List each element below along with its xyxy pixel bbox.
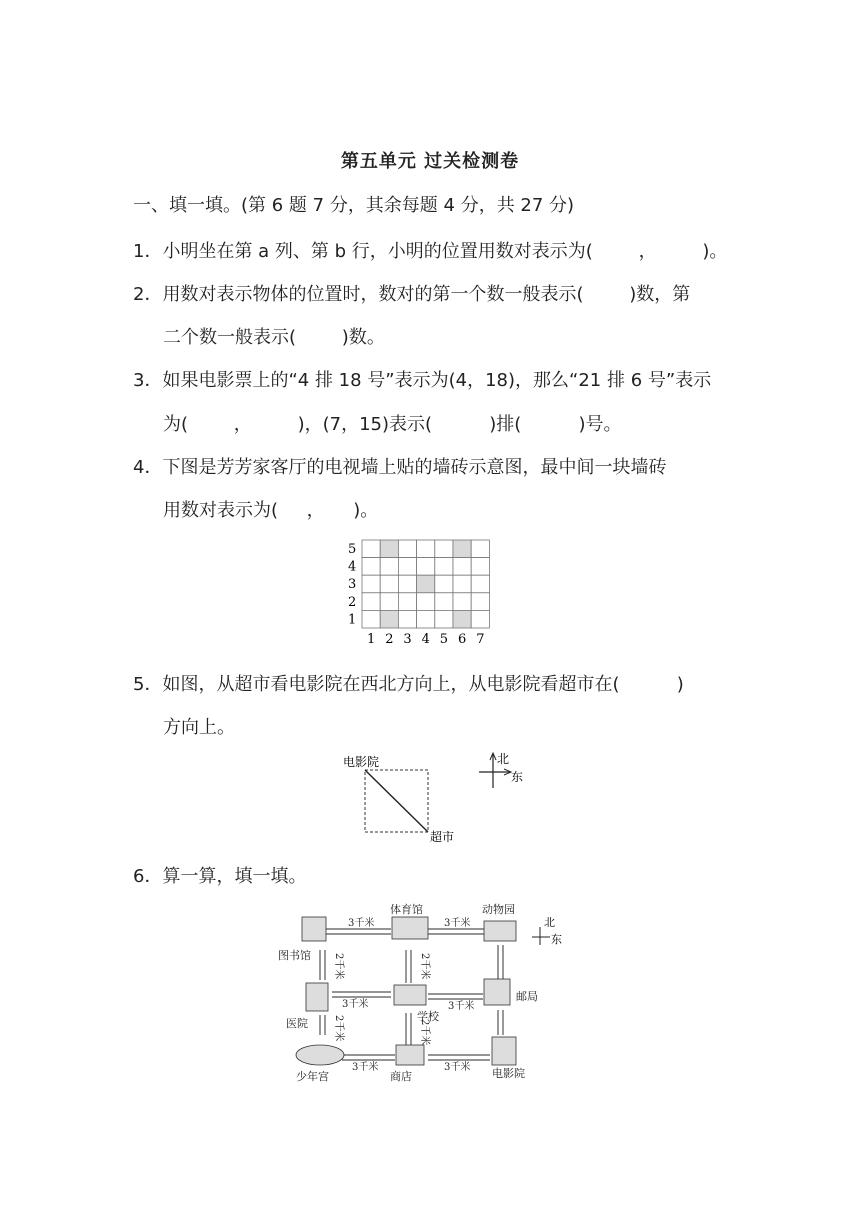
school-label: 学校 (417, 1010, 439, 1023)
post-office-label: 邮局 (516, 990, 538, 1003)
market-label: 超市 (430, 830, 455, 844)
north-label: 北 (497, 752, 510, 766)
school-icon (394, 985, 426, 1005)
grid-cell (417, 558, 435, 576)
grid-col-label: 6 (458, 632, 467, 647)
hospital-icon (306, 983, 328, 1011)
gym-icon (392, 917, 428, 939)
distance-gym-zoo: 3千米 (444, 918, 471, 929)
question-4-line-1: 4．下图是芳芳家客厅的电视墙上贴的墙砖示意图，最中间一块墙砖 (133, 457, 667, 478)
grid-cell (380, 540, 398, 558)
post-office-icon (484, 979, 510, 1005)
map-north-label: 北 (544, 916, 555, 929)
grid-cell (362, 558, 380, 576)
question-4-line-2: 用数对表示为( ， )。 (163, 500, 379, 521)
shop-icon (396, 1045, 424, 1065)
distance-library-gym: 3千米 (348, 918, 375, 929)
grid-row-labels (348, 542, 356, 627)
grid-col-label: 7 (476, 632, 485, 647)
direction-figure (335, 748, 535, 846)
grid-cell (398, 575, 416, 593)
grid-row-label: 5 (348, 542, 357, 557)
grid-row-label: 1 (348, 612, 357, 628)
distance-shop-cinema: 3千米 (444, 1062, 471, 1073)
library-label: 图书馆 (278, 949, 311, 962)
question-1: 1．小明坐在第 a 列、第 b 行，小明的位置用数对表示为( ， )。 (133, 241, 728, 262)
youth-palace-icon (296, 1045, 344, 1065)
zoo-icon (484, 921, 516, 941)
grid-cell (435, 558, 453, 576)
grid-cell (398, 593, 416, 611)
grid-col-labels (367, 632, 484, 647)
question-6: 6．算一算，填一填。 (133, 866, 307, 887)
cinema-icon (492, 1037, 516, 1065)
question-3-line-2: 为( ， )，(7，15)表示( )排( )号。 (163, 414, 622, 435)
distance-hospital-youth: 2千米 (333, 1015, 344, 1042)
question-5-line-1: 5．如图，从超市看电影院在西北方向上，从电影院看超市在( ) (133, 674, 684, 695)
cinema-label: 电影院 (492, 1067, 525, 1080)
compass-icon (479, 752, 523, 788)
grid-cell (453, 540, 471, 558)
grid-cell (362, 593, 380, 611)
grid-row-label: 4 (348, 559, 357, 575)
gym-label: 体育馆 (390, 903, 423, 916)
grid-cell (453, 575, 471, 593)
east-label: 东 (511, 770, 524, 784)
grid-cell (417, 593, 435, 611)
distance-school-shop: 2千米 (419, 1019, 430, 1046)
grid-cell (362, 610, 380, 628)
grid-cell (417, 610, 435, 628)
map-east-label: 东 (551, 933, 562, 946)
distance-hospital-school: 3千米 (342, 999, 369, 1010)
grid-cell (398, 610, 416, 628)
distance-school-post: 3千米 (448, 1001, 475, 1012)
grid-col-label: 1 (367, 632, 376, 647)
youth-palace-label: 少年宫 (296, 1070, 329, 1083)
zoo-label: 动物园 (482, 903, 515, 916)
question-2-line-2: 二个数一般表示( )数。 (163, 327, 385, 348)
grid-row-label: 2 (348, 594, 357, 610)
grid-cell (471, 558, 489, 576)
library-icon (302, 917, 326, 941)
grid-cell (453, 558, 471, 576)
grid-cell (471, 593, 489, 611)
grid-cell (435, 575, 453, 593)
grid-cell (471, 575, 489, 593)
grid-cell (435, 593, 453, 611)
hospital-label: 医院 (286, 1017, 308, 1030)
grid-cell (398, 540, 416, 558)
question-3-line-1: 3．如果电影票上的“4 排 18 号”表示为(4，18)，那么“21 排 6 号”表示 (133, 370, 712, 391)
grid-cell (362, 540, 380, 558)
grid-col-label: 3 (403, 632, 412, 647)
distance-library-hospital: 2千米 (333, 953, 344, 980)
distance-youth-shop: 3千米 (352, 1062, 379, 1073)
question-2-line-1: 2．用数对表示物体的位置时，数对的第一个数一般表示( )数，第 (133, 284, 691, 305)
grid-cell (435, 540, 453, 558)
page-title: 第五单元 过关检测卷 (340, 151, 520, 172)
map-compass-icon (532, 916, 562, 946)
grid-cell (417, 540, 435, 558)
distance-gym-school: 2千米 (419, 953, 430, 980)
grid-cell (453, 610, 471, 628)
shop-label: 商店 (390, 1070, 412, 1083)
grid-cell (417, 575, 435, 593)
map-figure (270, 895, 580, 1090)
question-5-line-2: 方向上。 (163, 717, 235, 738)
grid-cell (435, 610, 453, 628)
diagonal-line (365, 770, 428, 832)
grid-cells (362, 540, 489, 628)
grid-col-label: 4 (421, 632, 430, 647)
cinema-label: 电影院 (343, 755, 380, 769)
grid-col-label: 5 (439, 632, 449, 647)
tile-grid-figure (340, 535, 500, 650)
section-heading: 一、填一填。(第 6 题 7 分，其余每题 4 分，共 27 分) (133, 195, 575, 216)
grid-cell (380, 610, 398, 628)
grid-col-label: 2 (385, 632, 394, 647)
grid-cell (471, 540, 489, 558)
grid-cell (398, 558, 416, 576)
grid-row-label: 3 (348, 577, 357, 593)
grid-cell (471, 610, 489, 628)
grid-cell (453, 593, 471, 611)
grid-cell (362, 575, 380, 593)
grid-cell (380, 575, 398, 593)
grid-cell (380, 558, 398, 576)
grid-cell (380, 593, 398, 611)
